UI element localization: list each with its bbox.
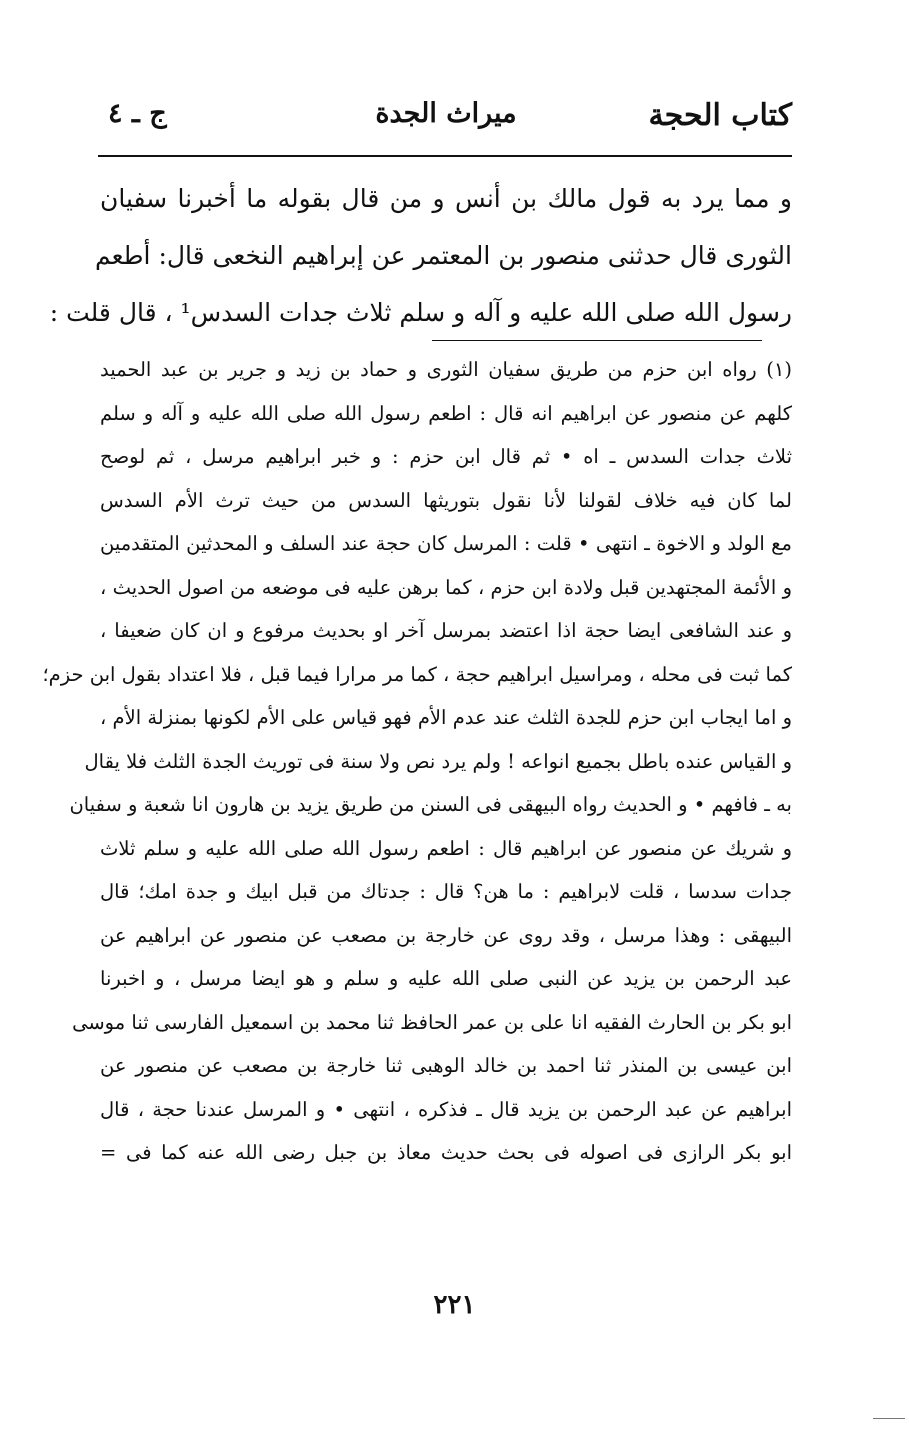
chapter-title: ميراث الجدة xyxy=(375,98,517,129)
footnote-line: و شريك عن منصور عن ابراهيم قال : اطعم رسول الله صلى الله عليه و سلم ثلاث xyxy=(100,836,792,860)
footnote-line: ابو بكر الرازى فى اصوله فى بحث حديث معاذ بن جبل رضى الله عنه كما فى = xyxy=(100,1141,792,1164)
main-text-line: رسول الله صلى الله عليه و آله و سلم ثلاث جدات السدس¹ ، قال قلت : xyxy=(49,298,792,327)
footnote-divider xyxy=(432,340,762,341)
footnote-line: مع الولد و الاخوة ـ انتهى • قلت : المرسل كان حجة عند السلف و المحدثين المتقدمين xyxy=(100,532,792,555)
footnote-line: (١) رواه ابن حزم من طريق سفيان الثورى و حماد بن زيد و جرير بن عبد الحميد xyxy=(100,358,792,381)
page-number: ٢٢١ xyxy=(433,1290,476,1320)
footnote-line: كما ثبت فى محله ، ومراسيل ابراهيم حجة ، كما مر مرارا فيما قبل ، فلا اعتداد بقول ابن حزم؛ xyxy=(42,662,792,686)
footnote-line: ابراهيم عن عبد الرحمن بن يزيد قال ـ فذكره ، انتهى • و المرسل عندنا حجة ، قال xyxy=(100,1097,792,1121)
main-text-line: الثورى قال حدثنى منصور بن المعتمر عن إبراهيم النخعى قال: أطعم xyxy=(94,241,792,270)
footnotes xyxy=(42,348,792,1175)
footnote-line: و اما ايجاب ابن حزم للجدة الثلث عند عدم الأم فهو قياس على الأم لكونها بمنزلة الأم ، xyxy=(100,706,792,729)
footnote-line: ثلاث جدات السدس ـ اه • ثم قال ابن حزم : و خبر ابراهيم مرسل ، ثم لوصح xyxy=(100,445,792,468)
footnote-line: البيهقى : وهذا مرسل ، وقد روى عن خارجة بن مصعب عن منصور عن ابراهيم عن xyxy=(100,923,792,947)
footnote-line: كلهم عن منصور عن ابراهيم انه قال : اطعم رسول الله صلى الله عليه و آله و سلم xyxy=(100,401,792,425)
scan-edge-mark xyxy=(873,1418,905,1419)
main-text xyxy=(49,170,792,341)
footnote-line: و القياس عنده باطل بجميع انواعه ! ولم يرد نص ولا سنة فى توريث الجدة الثلث فلا يقال xyxy=(84,749,792,773)
footnote-line: ابن عيسى بن المنذر ثنا احمد بن خالد الوهبى ثنا خارجة بن مصعب عن منصور عن xyxy=(100,1054,792,1077)
footnote-line: ابو بكر بن الحارث الفقيه انا على بن عمر الحافظ ثنا محمد بن اسمعيل الفارسى ثنا موسى xyxy=(72,1010,792,1034)
running-header xyxy=(100,98,792,150)
header-divider xyxy=(98,155,792,157)
footnote-line: لما كان فيه خلاف لقولنا لأنا نقول بتوريثها السدس من حيث ترث الأم السدس xyxy=(100,488,792,512)
footnote-line: به ـ فافهم • و الحديث رواه البيهقى فى السنن من طريق يزيد بن هارون انا شعبة و سفيان xyxy=(69,793,792,816)
footnote-line: عبد الرحمن بن يزيد عن النبى صلى الله عليه و سلم و هو ايضا مرسل ، و اخبرنا xyxy=(100,967,792,990)
footnote-line: و الأئمة المجتهدين قبل ولادة ابن حزم ، كما برهن عليه فى موضعه من اصول الحديث ، xyxy=(100,575,792,599)
footnote-line: و عند الشافعى ايضا حجة اذا اعتضد بمرسل آخر او بحديث مرفوع و ان كان ضعيفا ، xyxy=(100,619,792,642)
volume-number: ج ـ ٤ xyxy=(108,98,167,129)
main-text-line: و مما يرد به قول مالك بن أنس و من قال بقوله ما أخبرنا سفيان xyxy=(100,184,792,213)
book-title: كتاب الحجة xyxy=(648,98,792,133)
footnote-line: جدات سدسا ، قلت لابراهيم : ما هن؟ قال : جدتاك من قبل ابيك و جدة امك؛ قال xyxy=(100,880,792,903)
